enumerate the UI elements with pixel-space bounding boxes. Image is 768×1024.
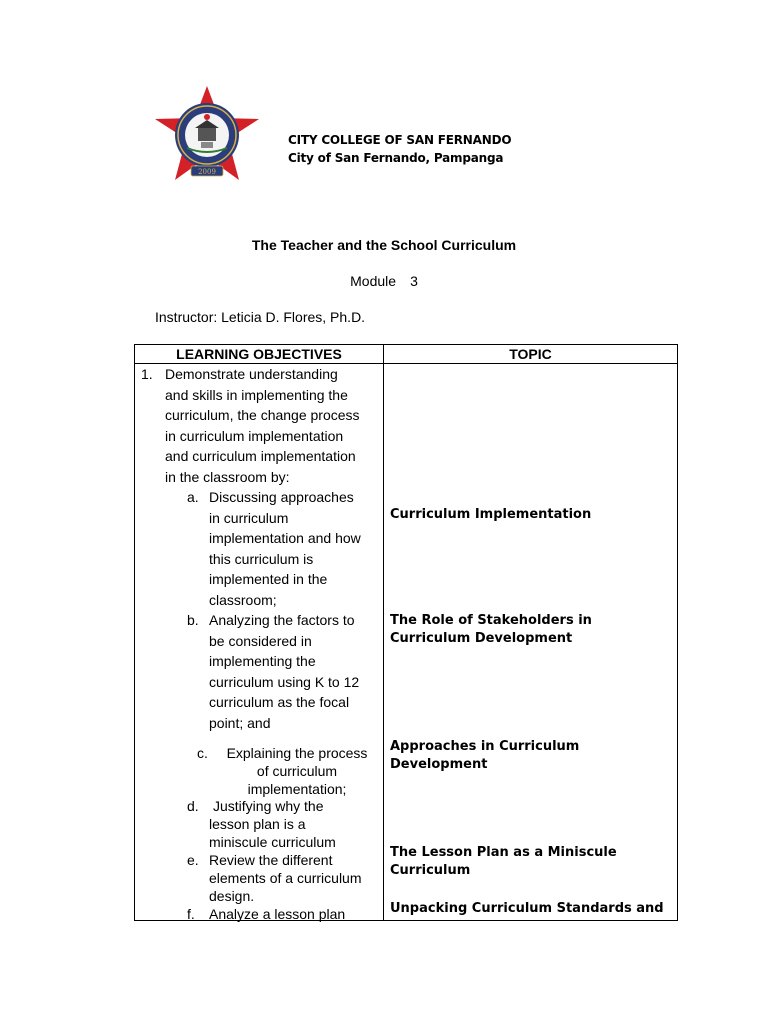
sub-objective-b: Analyzing the factors to be considered in implementing the curriculum using K to 12 curriculum as the focal point; and (209, 612, 360, 731)
college-name: CITY COLLEGE OF SAN FERNANDO (288, 133, 512, 147)
module-line (0, 273, 768, 289)
sub-objective-b-marker: b. (187, 612, 199, 628)
topic-item: The Role of Stakeholders in Curriculum Development (390, 613, 592, 646)
objective-number: 1. (141, 366, 153, 382)
sub-objective-e-marker: e. (187, 852, 199, 868)
document-title: The Teacher and the School Curriculum (251, 237, 517, 253)
objectives-cell (135, 364, 384, 921)
school-seal-icon (153, 86, 261, 180)
instructor-line: Instructor: Leticia D. Flores, Ph.D. (155, 309, 366, 325)
topic-item: Unpacking Curriculum Standards and (390, 901, 664, 916)
sub-objective-f: Analyze a lesson plan (209, 906, 346, 922)
topic-item: Curriculum Implementation (390, 507, 592, 522)
sub-objective-a-marker: a. (187, 489, 199, 505)
header-learning-objectives: LEARNING OBJECTIVES (135, 345, 384, 364)
objectives-table (134, 344, 678, 921)
sub-objective-c-marker: c. (197, 745, 208, 761)
objective-main-text: Demonstrate understanding and skills in implementing the curriculum, the change process in curriculum implementation and curriculum implementation in the classroom by: (165, 366, 360, 485)
module-label: Module (350, 273, 397, 289)
topics-cell (384, 364, 678, 921)
sub-objective-e: Review the different elements of a curriculum design. (209, 852, 362, 904)
college-city: City of San Fernando, Pampanga (288, 151, 504, 165)
header-topic: TOPIC (384, 345, 678, 364)
sub-objective-d-marker: d. (187, 798, 199, 814)
seal-year: 2009 (198, 168, 216, 176)
sub-objective-c: Explaining the process of curriculum implementation; (226, 745, 368, 797)
topic-item: The Lesson Plan as a Miniscule Curriculum (390, 845, 617, 878)
sub-objective-d: Justifying why the lesson plan is a miniscule curriculum (209, 798, 336, 850)
topic-item: Approaches in Curriculum Development (390, 739, 580, 772)
sub-objective-f-marker: f. (187, 906, 195, 922)
module-number: 3 (410, 273, 418, 289)
sub-objective-a: Discussing approaches in curriculum implementation and how this curriculum is implemented in the classroom; (209, 489, 361, 608)
college-header (288, 131, 511, 167)
